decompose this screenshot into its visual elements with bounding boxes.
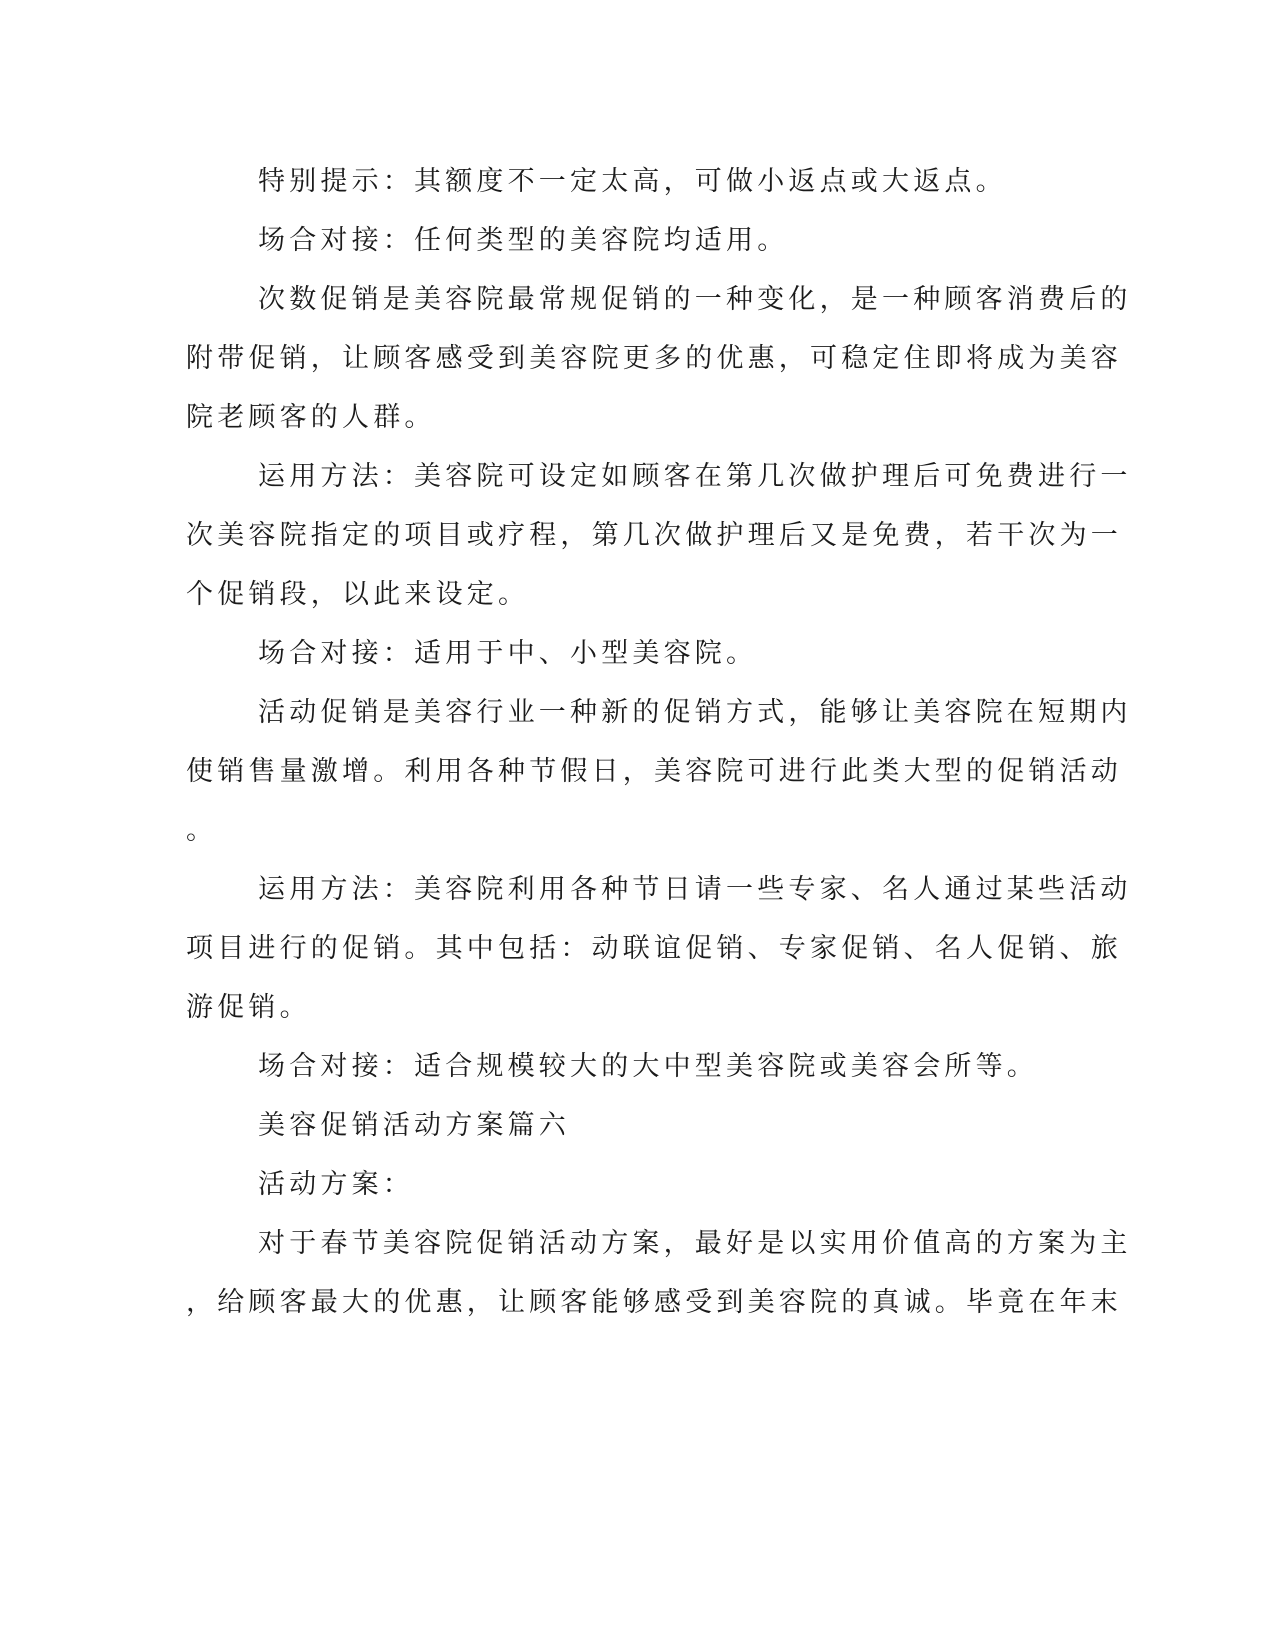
- text-line: 项目进行的促销。其中包括：动联谊促销、专家促销、名人促销、旅: [186, 933, 1122, 964]
- text-line: 场合对接：任何类型的美容院均适用。: [258, 225, 789, 256]
- text-line: 运用方法：美容院利用各种节日请一些专家、名人通过某些活动: [258, 874, 1132, 905]
- text-line: 。: [186, 815, 218, 846]
- text-line: 活动促销是美容行业一种新的促销方式，能够让美容院在短期内: [258, 697, 1132, 728]
- text-line: 附带促销，让顾客感受到美容院更多的优惠，可稳定住即将成为美容: [186, 343, 1122, 374]
- text-line: 游促销。: [186, 992, 311, 1023]
- text-line: 使销售量激增。利用各种节假日，美容院可进行此类大型的促销活动: [186, 756, 1122, 787]
- text-line: 场合对接：适合规模较大的大中型美容院或美容会所等。: [258, 1051, 1038, 1082]
- text-line: 次数促销是美容院最常规促销的一种变化，是一种顾客消费后的: [258, 284, 1132, 315]
- text-line: 次美容院指定的项目或疗程，第几次做护理后又是免费，若干次为一: [186, 520, 1122, 551]
- text-line: 特别提示：其额度不一定太高，可做小返点或大返点。: [258, 166, 1007, 197]
- text-line: 场合对接：适用于中、小型美容院。: [258, 638, 758, 669]
- text-line: 运用方法：美容院可设定如顾客在第几次做护理后可免费进行一: [258, 461, 1132, 492]
- text-line: ，给顾客最大的优惠，让顾客能够感受到美容院的真诚。毕竟在年末: [186, 1287, 1122, 1318]
- text-line: 活动方案：: [258, 1169, 414, 1200]
- text-line: 个促销段，以此来设定。: [186, 579, 530, 610]
- text-line: 院老顾客的人群。: [186, 402, 436, 433]
- text-line: 对于春节美容院促销活动方案，最好是以实用价值高的方案为主: [258, 1228, 1132, 1259]
- section-heading: 美容促销活动方案篇六: [258, 1110, 570, 1141]
